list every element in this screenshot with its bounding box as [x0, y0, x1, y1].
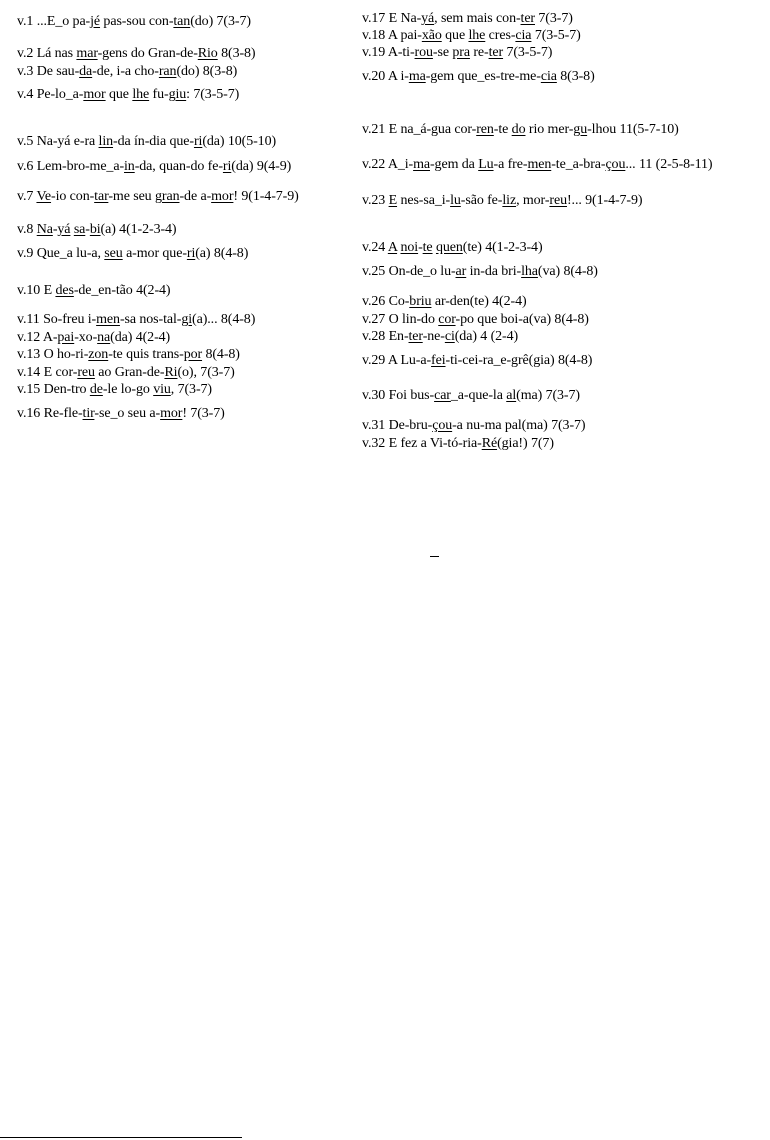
stressed-syllable: xão	[421, 28, 442, 43]
stressed-syllable: çou	[605, 157, 626, 172]
stressed-syllable: E	[388, 193, 398, 208]
verse-line: v.17 E Na-yá, sem mais con-ter 7(3-7)	[362, 11, 573, 26]
stressed-syllable: yá	[57, 222, 71, 237]
stressed-syllable: lha	[521, 264, 538, 279]
stressed-syllable: cia	[540, 69, 557, 84]
stressed-syllable: reu	[77, 365, 95, 380]
verse-line: v.26 Co-briu ar-den(te) 4(2-4)	[362, 294, 527, 309]
stressed-syllable: na	[97, 330, 111, 345]
stressed-syllable: giu	[168, 87, 187, 102]
stressed-syllable: gi	[181, 312, 193, 327]
stressed-syllable: gran	[155, 189, 180, 204]
stressed-syllable: seu	[104, 246, 123, 261]
verse-line: v.28 En-ter-ne-ci(da) 4 (2-4)	[362, 329, 519, 344]
stressed-syllable: noi	[400, 240, 419, 255]
stressed-syllable: pai	[57, 330, 75, 345]
stressed-syllable: de	[89, 382, 103, 397]
stressed-syllable: in	[124, 159, 135, 174]
stressed-syllable: mor	[211, 189, 234, 204]
verse-line: v.2 Lá nas mar-gens do Gran-de-Rio 8(3-8)	[17, 46, 256, 61]
verse-line: v.5 Na-yá e-ra lin-da ín-dia que-ri(da) 10(5-10)	[17, 134, 277, 149]
stressed-syllable: Na	[36, 222, 53, 237]
verse-line: v.4 Pe-lo_a-mor que lhe fu-giu: 7(3-5-7)	[17, 87, 240, 102]
verse-line: v.25 On-de_o lu-ar in-da bri-lha(va) 8(4-8)	[362, 264, 598, 279]
stressed-syllable: fei	[431, 353, 446, 368]
stressed-syllable: mor	[160, 406, 183, 421]
stressed-syllable: rou	[414, 45, 433, 60]
stressed-syllable: zon	[88, 347, 109, 362]
stressed-syllable: ri	[193, 134, 203, 149]
stressed-syllable: ren	[476, 122, 494, 137]
stressed-syllable: Ve	[36, 189, 52, 204]
stressed-syllable: mor	[83, 87, 106, 102]
verse-line: v.30 Foi bus-car_a-que-la al(ma) 7(3-7)	[362, 388, 580, 403]
verse-line: v.14 E cor-reu ao Gran-de-Ri(o), 7(3-7)	[17, 365, 235, 380]
verse-line: v.10 E des-de_en-tão 4(2-4)	[17, 283, 171, 298]
stressed-syllable: ri	[222, 159, 232, 174]
stressed-syllable: ar	[455, 264, 467, 279]
stressed-syllable: lhe	[132, 87, 150, 102]
stressed-syllable: liz	[502, 193, 517, 208]
stressed-syllable: quen	[435, 240, 463, 255]
verse-line: v.11 So-freu i-men-sa nos-tal-gi(a)... 8(4-8)	[17, 312, 256, 327]
stressed-syllable: yá	[421, 11, 435, 26]
stressed-syllable: ci	[444, 329, 455, 344]
verse-line: v.3 De sau-da-de, i-a cho-ran(do) 8(3-8)	[17, 64, 238, 79]
stressed-syllable: ran	[158, 64, 177, 79]
stressed-syllable: ri	[186, 246, 196, 261]
stressed-syllable: cor	[438, 312, 456, 327]
verse-line: v.8 Na-yá sa-bi(a) 4(1-2-3-4)	[17, 222, 177, 237]
stressed-syllable: Rio	[197, 46, 218, 61]
stressed-syllable: gu	[573, 122, 588, 137]
stressed-syllable: cia	[515, 28, 532, 43]
stressed-syllable: des	[55, 283, 74, 298]
stressed-syllable: viu	[153, 382, 171, 397]
stressed-syllable: tan	[173, 14, 191, 29]
stressed-syllable: Ri	[164, 365, 178, 380]
verse-line: v.19 A-ti-rou-se pra re-ter 7(3-5-7)	[362, 45, 553, 60]
stressed-syllable: A	[387, 240, 398, 255]
stressed-syllable: do	[511, 122, 526, 137]
stressed-syllable: jé	[90, 14, 101, 29]
verse-line: v.9 Que_a lu-a, seu a-mor que-ri(a) 8(4-8)	[17, 246, 249, 261]
stressed-syllable: lu	[450, 193, 461, 208]
verse-line: v.23 E nes-sa_i-lu-são fe-liz, mor-reu!... 9(1-4-7-9)	[362, 193, 643, 208]
stressed-syllable: al	[506, 388, 517, 403]
stressed-syllable: lhe	[468, 28, 486, 43]
stressed-syllable: lin	[98, 134, 114, 149]
verse-line: v.21 E na_á-gua cor-ren-te do rio mer-gu-lhou 11(5-7-10)	[362, 122, 679, 137]
verse-line: v.16 Re-fle-tir-se_o seu a-mor! 7(3-7)	[17, 406, 225, 421]
stressed-syllable: car	[434, 388, 451, 403]
footnote-rule	[0, 1137, 242, 1138]
stressed-syllable: çou	[432, 418, 453, 433]
stressed-syllable: ter	[408, 329, 423, 344]
stressed-syllable: ter	[488, 45, 504, 60]
verse-line: v.24 A noi-te quen(te) 4(1-2-3-4)	[362, 240, 543, 255]
verse-line: v.18 A pai-xão que lhe cres-cia 7(3-5-7)	[362, 28, 581, 43]
stressed-syllable: Ré	[481, 436, 498, 451]
verse-line: v.13 O ho-ri-zon-te quis trans-por 8(4-8)	[17, 347, 240, 362]
stressed-syllable: bi	[89, 222, 101, 237]
stressed-syllable: tir	[82, 406, 95, 421]
stressed-syllable: briu	[409, 294, 432, 309]
stressed-syllable: da	[79, 64, 93, 79]
verse-line: v.6 Lem-bro-me_a-in-da, quan-do fe-ri(da) 9(4-9)	[17, 159, 292, 174]
stressed-syllable: ma	[408, 69, 426, 84]
verse-line: v.29 A Lu-a-fei-ti-cei-ra_e-grê(gia) 8(4-8)	[362, 353, 593, 368]
verse-line: v.7 Ve-io con-tar-me seu gran-de a-mor! 9(1-4-7-9)	[17, 189, 299, 204]
verse-line: v.20 A i-ma-gem que_es-tre-me-cia 8(3-8)	[362, 69, 595, 84]
separator-mark	[430, 556, 439, 557]
stressed-syllable: ter	[520, 11, 535, 26]
stressed-syllable: ma	[413, 157, 430, 172]
stressed-syllable: sa	[73, 222, 86, 237]
verse-line: v.22 A_i-ma-gem da Lu-a fre-men-te_a-bra-çou... 11 (2-5-8-11)	[362, 157, 713, 172]
stressed-syllable: Lu	[478, 157, 494, 172]
stressed-syllable: por	[183, 347, 203, 362]
stressed-syllable: tar	[94, 189, 109, 204]
stressed-syllable: men	[527, 157, 552, 172]
verse-line: v.31 De-bru-çou-a nu-ma pal(ma) 7(3-7)	[362, 418, 586, 433]
verse-line: v.12 A-pai-xo-na(da) 4(2-4)	[17, 330, 171, 345]
verse-line: v.15 Den-tro de-le lo-go viu, 7(3-7)	[17, 382, 212, 397]
stressed-syllable: men	[96, 312, 120, 327]
stressed-syllable: reu	[549, 193, 567, 208]
stressed-syllable: pra	[452, 45, 470, 60]
verse-line: v.1 ...E_o pa-jé pas-sou con-tan(do) 7(3-7)	[17, 14, 251, 29]
verse-line: v.27 O lin-do cor-po que boi-a(va) 8(4-8)	[362, 312, 589, 327]
stressed-syllable: te	[422, 240, 433, 255]
verse-line: v.32 E fez a Vi-tó-ria-Ré(gia!) 7(7)	[362, 436, 554, 451]
stressed-syllable: mar	[76, 46, 98, 61]
